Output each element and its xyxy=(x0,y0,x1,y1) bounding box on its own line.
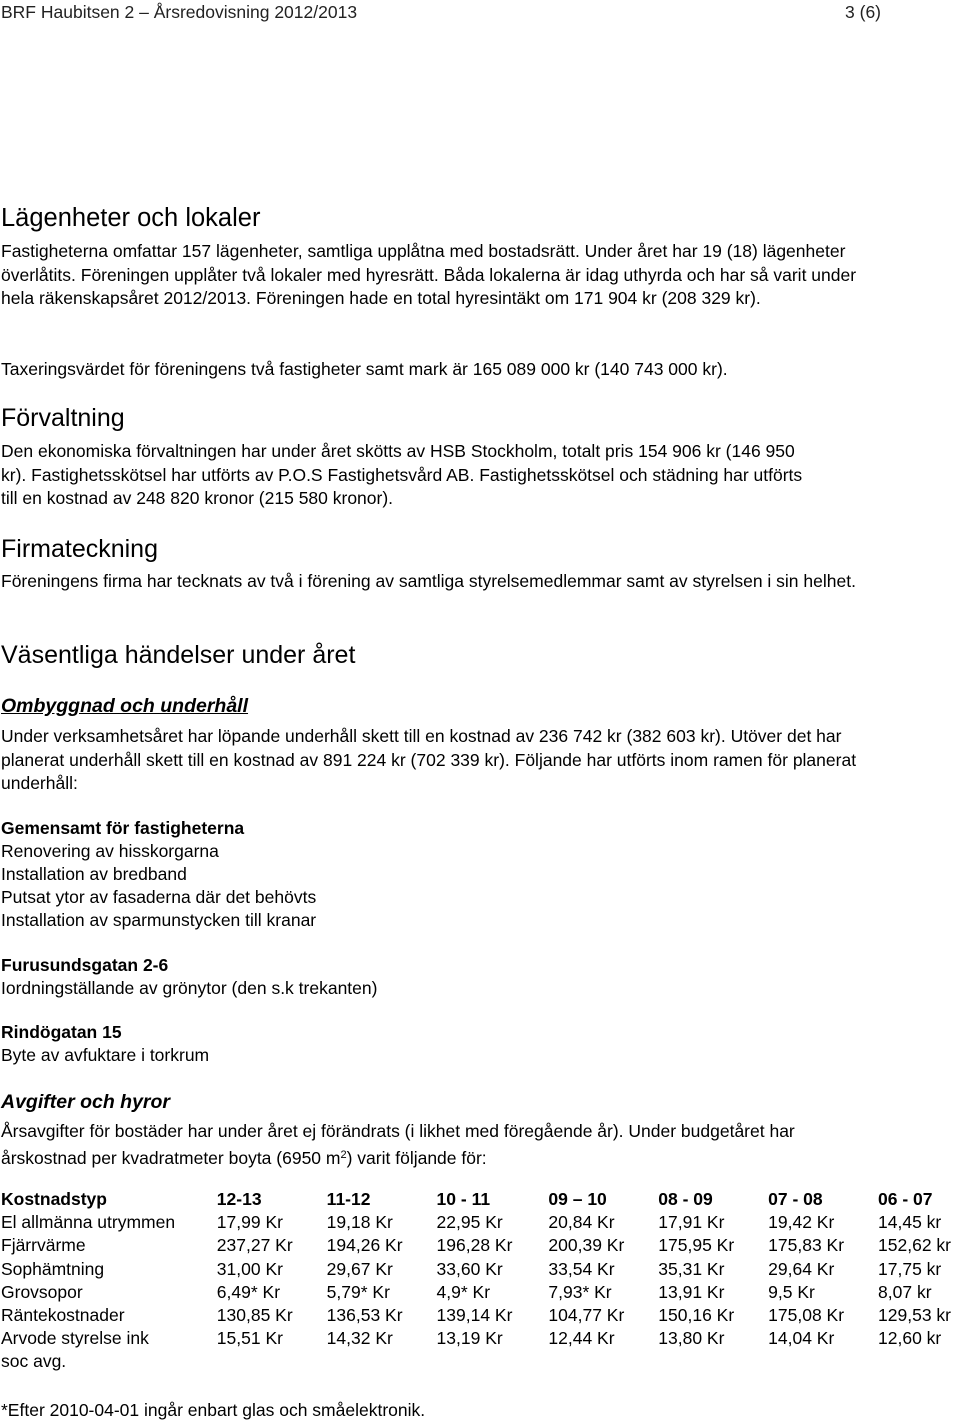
table-cell: 196,28 Kr xyxy=(436,1235,513,1256)
paragraph-avgifter-text: Årsavgifter för bostäder har under året ej förändrats (i likhet med föregående år). Under budgetåret har årskostnad per kvadratmeter boyta (6950 m xyxy=(1,1121,795,1168)
table-cell: 33,54 Kr xyxy=(548,1258,615,1279)
heading-avgifter: Avgifter och hyror xyxy=(1,1091,171,1113)
table-cell: 29,64 Kr xyxy=(768,1258,835,1279)
footnote: *Efter 2010-04-01 ingår enbart glas och småelektronik. xyxy=(1,1400,426,1420)
table-cell: Sophämtning xyxy=(1,1258,105,1279)
heading-firmateckning: Firmateckning xyxy=(1,535,158,563)
table-cell: 29,67 Kr xyxy=(326,1258,393,1279)
table-cell: 15,51 Kr xyxy=(216,1328,283,1349)
paragraph-firmateckning: Föreningens firma har tecknats av två i förening av samtliga styrelsemedlemmar samt av styrelsen i sin helhet. xyxy=(1,571,856,591)
group-title: Gemensamt för fastigheterna xyxy=(1,818,245,838)
table-cell: 152,62 kr xyxy=(878,1235,951,1256)
column-header: 07 - 08 xyxy=(768,1189,823,1209)
table-cell: El allmänna utrymmen xyxy=(1,1212,176,1233)
column-header: 11-12 xyxy=(326,1189,371,1209)
page-header xyxy=(1,2,881,28)
list-item: Installation av sparmunstycken till kranar xyxy=(1,910,317,930)
column-header: 10 - 11 xyxy=(436,1189,491,1209)
maintenance-group-furusundsgatan xyxy=(1,954,377,1000)
table-cell: 19,18 Kr xyxy=(326,1212,393,1233)
table-cell: 20,84 Kr xyxy=(548,1212,615,1233)
paragraph-avgifter-text-end: ) varit följande för: xyxy=(346,1147,487,1168)
table-cell: 139,14 Kr xyxy=(436,1305,513,1326)
table-cell: 17,91 Kr xyxy=(658,1212,725,1233)
table-cell: 13,80 Kr xyxy=(658,1328,725,1349)
table-cell: 17,75 kr xyxy=(878,1258,942,1279)
table-cell: 136,53 Kr xyxy=(326,1305,403,1326)
table-cell: 175,08 Kr xyxy=(768,1305,845,1326)
cost-table xyxy=(1,1188,960,1374)
list-item: Iordningställande av grönytor (den s.k trekanten) xyxy=(1,978,378,998)
table-cell: 9,5 Kr xyxy=(768,1281,815,1302)
table-cell: 14,32 Kr xyxy=(326,1328,393,1349)
table-cell: 237,27 Kr xyxy=(216,1235,293,1256)
superscript: 2 xyxy=(340,1148,347,1161)
paragraph-avgifter xyxy=(1,1120,861,1170)
table-cell: 31,00 Kr xyxy=(216,1258,283,1279)
paragraph-taxeringsvarde: Taxeringsvärdet för föreningens två fastigheter samt mark är 165 089 000 kr (140 743 000 kr). xyxy=(1,359,728,379)
table-cell: Fjärrvärme xyxy=(1,1235,86,1256)
table-cell: 175,95 Kr xyxy=(658,1235,735,1256)
table-cell: 130,85 Kr xyxy=(216,1305,293,1326)
table-cell: 12,60 kr xyxy=(878,1328,942,1349)
group-title: Furusundsgatan 2-6 xyxy=(1,955,169,975)
column-header: 08 - 09 xyxy=(658,1189,713,1209)
list-item: Putsat ytor av fasaderna där det behövts xyxy=(1,887,317,907)
table-cell: 14,45 kr xyxy=(878,1212,942,1233)
subheading-ombyggnad: Ombyggnad och underhåll xyxy=(1,695,249,717)
document-title: BRF Haubitsen 2 – Årsredovisning 2012/2013 xyxy=(1,2,358,22)
table-cell: 5,79* Kr xyxy=(326,1281,390,1302)
list-item: Installation av bredband xyxy=(1,864,187,884)
table-row xyxy=(1,1327,960,1373)
heading-vasentliga: Väsentliga händelser under året xyxy=(1,641,356,669)
table-cell: 7,93* Kr xyxy=(548,1281,612,1302)
column-header: Kostnadstyp xyxy=(1,1189,107,1209)
column-header: 12-13 xyxy=(216,1189,262,1209)
table-row xyxy=(1,1304,960,1327)
table-header-row xyxy=(1,1188,960,1211)
paragraph-lagenheter: Fastigheterna omfattar 157 lägenheter, samtliga upplåtna med bostadsrätt. Under året har 19 (18) lägenheter överlåtits. Föreningen upplåter två lokaler med hyresrätt. Båda lokalerna är idag uthyrda och har så varit under hela räkenskapsåret 2012/2013. Föreningen hade en total hyresintäkt om 171 904 kr (208 329 kr). xyxy=(1,241,857,308)
group-title: Rindögatan 15 xyxy=(1,1022,122,1042)
table-cell: 129,53 kr xyxy=(878,1305,951,1326)
table-cell: 12,44 Kr xyxy=(548,1328,615,1349)
table-cell: 150,16 Kr xyxy=(658,1305,735,1326)
table-cell: 22,95 Kr xyxy=(436,1212,503,1233)
table-cell: 194,26 Kr xyxy=(326,1235,403,1256)
table-cell: 8,07 kr xyxy=(878,1281,932,1302)
table-cell: Arvode styrelse ink soc avg. xyxy=(1,1328,149,1372)
table-cell: 19,42 Kr xyxy=(768,1212,835,1233)
table-cell: 17,99 Kr xyxy=(216,1212,283,1233)
table-cell: 4,9* Kr xyxy=(436,1281,491,1302)
table-cell: Räntekostnader xyxy=(1,1305,125,1326)
list-item: Renovering av hisskorgarna xyxy=(1,841,219,861)
table-cell: 13,91 Kr xyxy=(658,1281,725,1302)
list-item: Byte av avfuktare i torkrum xyxy=(1,1045,210,1065)
column-header: 06 - 07 xyxy=(878,1189,933,1209)
maintenance-group-gemensamt xyxy=(1,817,316,932)
table-row xyxy=(1,1234,960,1257)
table-row xyxy=(1,1211,960,1234)
paragraph-underhall: Under verksamhetsåret har löpande underhåll skett till en kostnad av 236 742 kr (382 603 kr). Utöver det har planerat underhåll skett till en kostnad av 891 224 kr (702 339 kr). Följande har utförts inom ramen för planerat underhåll: xyxy=(1,726,857,793)
page-number: 3 (6) xyxy=(845,2,881,22)
table-cell: 35,31 Kr xyxy=(658,1258,725,1279)
heading-lagenheter: Lägenheter och lokaler xyxy=(1,204,261,232)
maintenance-group-rindogatan xyxy=(1,1021,209,1067)
table-cell: 13,19 Kr xyxy=(436,1328,503,1349)
table-cell: 14,04 Kr xyxy=(768,1328,835,1349)
table-row xyxy=(1,1281,960,1304)
heading-forvaltning: Förvaltning xyxy=(1,404,125,432)
table-cell: 33,60 Kr xyxy=(436,1258,503,1279)
column-header: 09 – 10 xyxy=(548,1189,607,1209)
table-cell: Grovsopor xyxy=(1,1281,83,1302)
table-cell: 104,77 Kr xyxy=(548,1305,625,1326)
table-row xyxy=(1,1258,960,1281)
table-cell: 200,39 Kr xyxy=(548,1235,625,1256)
table-cell: 6,49* Kr xyxy=(216,1281,281,1302)
table-cell: 175,83 Kr xyxy=(768,1235,845,1256)
paragraph-forvaltning: Den ekonomiska förvaltningen har under året skötts av HSB Stockholm, totalt pris 154 906 kr (146 950 kr). Fastighetsskötsel har utförts av P.O.S Fastighetsvård AB. Fastighetsskötsel och städning har utförts till en kostnad av 248 820 kronor (215 580 kronor). xyxy=(1,441,803,508)
